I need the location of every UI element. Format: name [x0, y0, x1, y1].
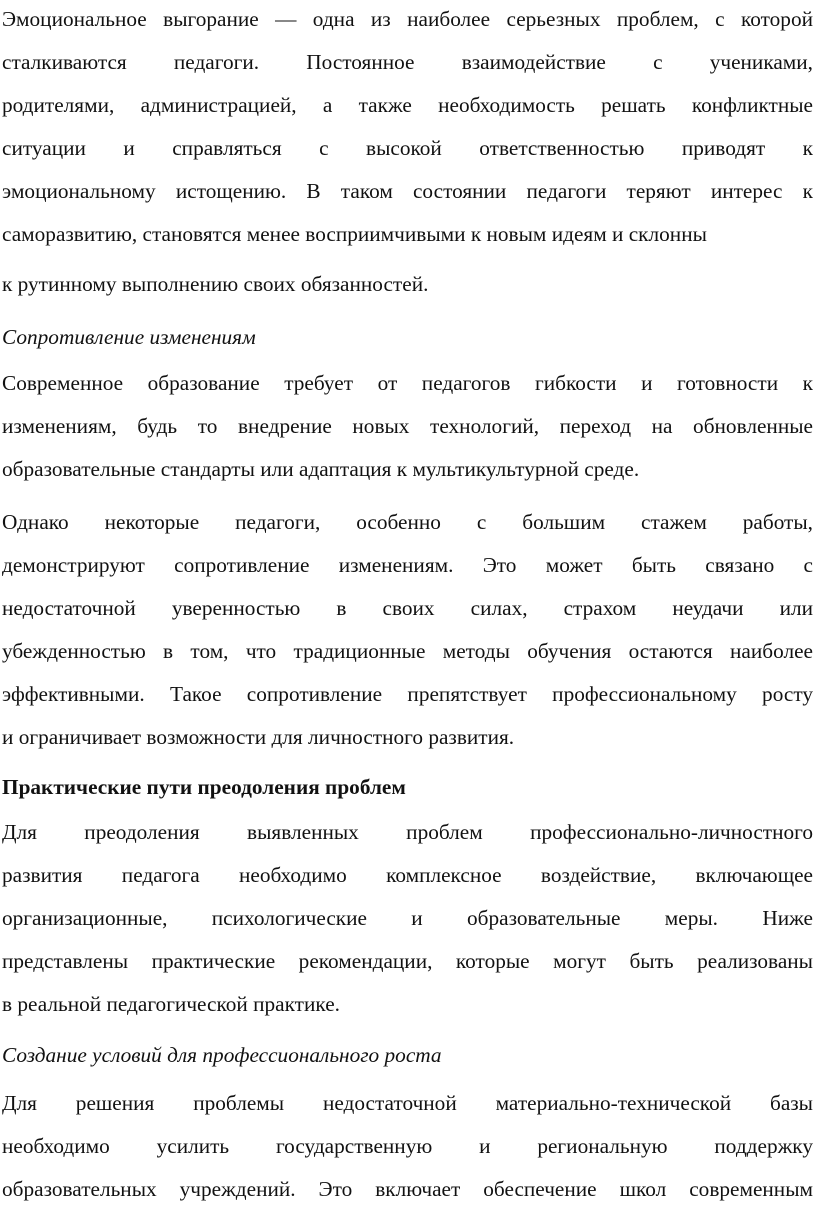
- paragraph-line: Эмоциональное выгорание — одна из наиболее серьезных проблем, с которой: [2, 7, 813, 31]
- paragraph-practical: [2, 811, 813, 1026]
- paragraph-line: изменениям, будь то внедрение новых технологий, переход на обновленные: [2, 414, 813, 438]
- paragraph-line: Для преодоления выявленных проблем профессионально-личностного: [2, 820, 813, 844]
- paragraph-line: образовательных учреждений. Это включает обеспечение школ современным: [2, 1177, 813, 1201]
- paragraph-line: представлены практические рекомендации, которые могут быть реализованы: [2, 949, 813, 973]
- paragraph-line: убежденностью в том, что традиционные методы обучения остаются наиболее: [2, 639, 813, 663]
- paragraph-line: развития педагога необходимо комплексное воздействие, включающее: [2, 863, 813, 887]
- section-heading-resistance: Сопротивление изменениям: [2, 325, 256, 349]
- paragraph-resistance-intro: [2, 362, 813, 491]
- paragraph-line: и ограничивает возможности для личностного развития.: [2, 725, 515, 749]
- section-heading-conditions: Создание условий для профессионального роста: [2, 1043, 442, 1067]
- paragraph-line: образовательные стандарты или адаптация к мультикультурной среде.: [2, 457, 640, 481]
- paragraph-burnout: [2, 0, 813, 256]
- paragraph-line: Для решения проблемы недостаточной материально-технической базы: [2, 1091, 813, 1115]
- paragraph-line: эффективными. Такое сопротивление препятствует профессиональному росту: [2, 682, 813, 706]
- paragraph-line: ситуации и справляться с высокой ответственностью приводят к: [2, 136, 813, 160]
- paragraph-burnout-tail: [2, 263, 813, 306]
- paragraph-line: к рутинному выполнению своих обязанностей.: [2, 272, 429, 296]
- paragraph-line: в реальной педагогической практике.: [2, 992, 340, 1016]
- paragraph-line: сталкиваются педагоги. Постоянное взаимодействие с учениками,: [2, 50, 813, 74]
- paragraph-line: необходимо усилить государственную и региональную поддержку: [2, 1134, 813, 1158]
- paragraph-resistance-details: [2, 501, 813, 759]
- section-heading-practical: Практические пути преодоления проблем: [2, 775, 406, 799]
- paragraph-line: родителями, администрацией, а также необходимость решать конфликтные: [2, 93, 813, 117]
- paragraph-line: Современное образование требует от педагогов гибкости и готовности к: [2, 371, 813, 395]
- paragraph-line: эмоциональному истощению. В таком состоянии педагоги теряют интерес к: [2, 179, 813, 203]
- paragraph-line: недостаточной уверенностью в своих силах, страхом неудачи или: [2, 596, 813, 620]
- paragraph-line: организационные, психологические и образовательные меры. Ниже: [2, 906, 813, 930]
- paragraph-line: демонстрируют сопротивление изменениям. Это может быть связано с: [2, 553, 813, 577]
- paragraph-conditions: [2, 1082, 813, 1211]
- paragraph-line: саморазвитию, становятся менее восприимчивыми к новым идеям и склонны: [2, 222, 707, 246]
- paragraph-line: Однако некоторые педагоги, особенно с большим стажем работы,: [2, 510, 813, 534]
